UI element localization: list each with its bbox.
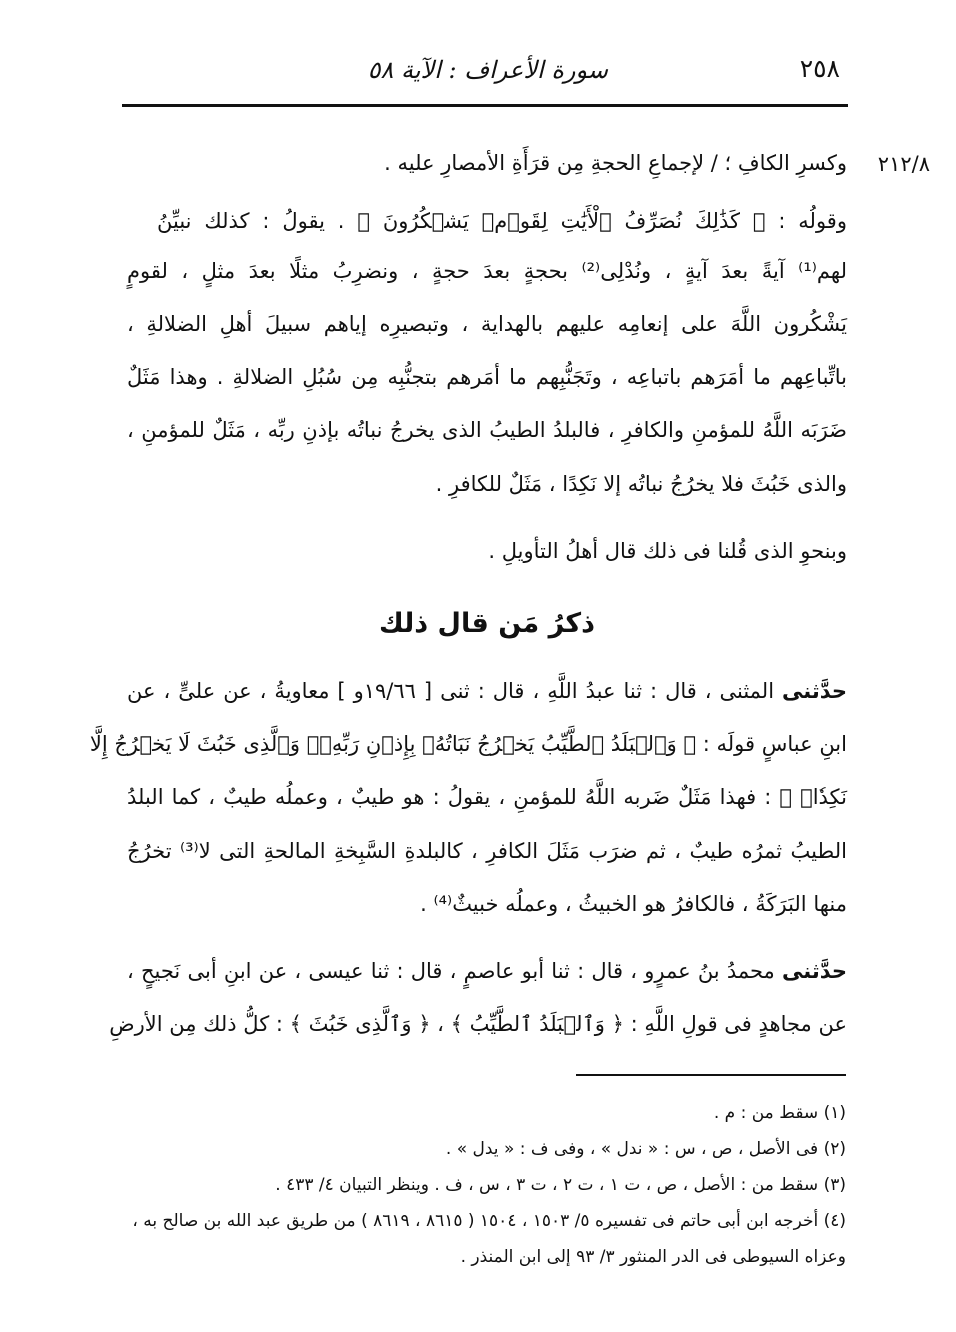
text-line: باتِّباعِهم ما أمَرَهم باتباعِه ، وتَجَنُّبِهم ما أمَرهم بتجنُّبِه مِن سُبُلِ الضلالةِ . وهذا مَثَلٌ bbox=[127, 365, 847, 389]
hadith-line: الطيبُ ثمرُه طيبٌ ، ثم ضرَب مَثَلَ الكافرِ ، كالبلدةِ السَّبِخةِ المالحةِ التى لا⁽³⁾ تخرُجُ bbox=[127, 839, 847, 863]
text-line: وبنحوِ الذى قُلنا فى ذلك قال أهلُ التأويلِ . bbox=[488, 539, 847, 563]
footnote: (٤) أخرجه ابن أبى حاتم فى تفسيره ٥/ ١٥٠٣ ، ١٥٠٤ ( ٨٦١٥ ، ٨٦١٩ ) من طريق عبد الله بن صالح به ، bbox=[132, 1211, 846, 1231]
hadith-line: نَكِدٗاۚ ﴾ : فهذا مَثَلٌ ضَربه اللَّهُ للمؤمنِ ، يقولُ : هو طيبٌ ، وعملُه طيبٌ ، كما البلدُ bbox=[127, 785, 847, 809]
hadith-lead: حدَّثنى bbox=[782, 959, 847, 983]
footnote: (٣) سقط من : الأصل ، ص ، ت ١ ، ت ٢ ، ت ٣ ، س ، ف . وينظر التبيان ٤/ ٤٣٣ . bbox=[275, 1175, 846, 1195]
footnote: (٢) فى الأصل ، ص ، س : « ندل » ، وفى ف : « يدل » . bbox=[445, 1139, 846, 1159]
hadith-line: ابنِ عباسٍ قولَه : ﴿ وَٱلۡبَلَدُ ٱلطَّيِّبُ يَخۡرُجُ نَبَاتُهُۥ بِإِذۡنِ رَبِّهِۦۖ وَٱلَّذِى خَبُثَ لَا يَخۡرُجُ إِلَّا bbox=[89, 732, 847, 756]
hadith-lead: حدَّثنى bbox=[782, 679, 847, 703]
hadith-line: عن مجاهدٍ فى قولِ اللَّهِ : ﴿ وَٱلۡبَلَدُ ٱلطَّيِّبُ ﴾ ، ﴿ وَٱلَّذِى خَبُثَ ﴾ : كلُّ ذلك مِن الأرضِ bbox=[109, 1012, 847, 1036]
margin-reference: ٢١٢/٨ bbox=[877, 152, 930, 176]
hadith-text: محمدُ بنُ عمرٍو ، قال : ثنا أبو عاصمٍ ، قال : ثنا عيسى ، عن ابنِ أبى نَجيحٍ ، bbox=[127, 959, 775, 983]
text-line: وقولُه : ﴿ كَذَٰلِكَ نُصَرِّفُ ٱلْأَيَٰتِ لِقَوۡمٖ يَشۡكُرُونَ ﴾ . يقولُ : كذلك نبيِّنُ bbox=[157, 209, 847, 233]
text-line: وكسرِ الكافِ ؛ / لإجماعِ الحجةِ مِن قرَأَةِ الأمصارِ عليه . bbox=[384, 151, 847, 175]
text-line: يَشْكُرون اللَّهَ على إنعامِه عليهم بالهداية ، وتبصيرِه إياهم سبيلَ أهلِ الضلالةِ ، bbox=[127, 312, 847, 336]
text-line: ضَرَبَه اللَّهُ للمؤمنِ والكافرِ ، فالبلدُ الطيبُ الذى يخرجُ نباتُه بإذنِ ربِّه ، مَثَلٌ للمؤمنِ ، bbox=[127, 418, 847, 442]
running-title: سورة الأعراف : الآية ٥٨ bbox=[367, 56, 608, 84]
hadith-line bbox=[127, 950, 847, 992]
footnote: وعزاه السيوطى فى الدر المنثور ٣/ ٩٣ إلى ابن المنذر . bbox=[460, 1247, 846, 1267]
text-line: والذى خَبُثَ فلا يخرُجُ نباتُه إلا نَكِدًا ، مَثَلٌ للكافرِ . bbox=[435, 472, 847, 496]
hadith-text: المثنى ، قال : ثنا عبدُ اللَّهِ ، قال : ثنى [ ١٩/٦٦و ] معاويةُ ، عن علىٍّ ، عن bbox=[127, 679, 775, 703]
text-line: لهم⁽¹⁾ آيةً بعدَ آيةٍ ، ونُدْلِى⁽²⁾ بحجةٍ بعدَ حجةٍ ، ونضرِبُ مثلًا بعدَ مثلٍ ، لقومٍ bbox=[127, 259, 847, 283]
page-number: ٢٥٨ bbox=[799, 54, 840, 83]
hadith-line: منها البَرَكَةُ ، فالكافرُ هو الخبيثُ ، وعملُه خبيثٌ⁽⁴⁾ . bbox=[420, 892, 847, 916]
page-header bbox=[120, 48, 848, 98]
header-rule bbox=[122, 104, 848, 107]
hadith-line bbox=[127, 670, 847, 712]
section-heading: ذكرُ مَن قال ذلك bbox=[379, 608, 595, 639]
footnote: (١) سقط من : م . bbox=[713, 1103, 846, 1123]
footnote-rule bbox=[576, 1074, 846, 1076]
